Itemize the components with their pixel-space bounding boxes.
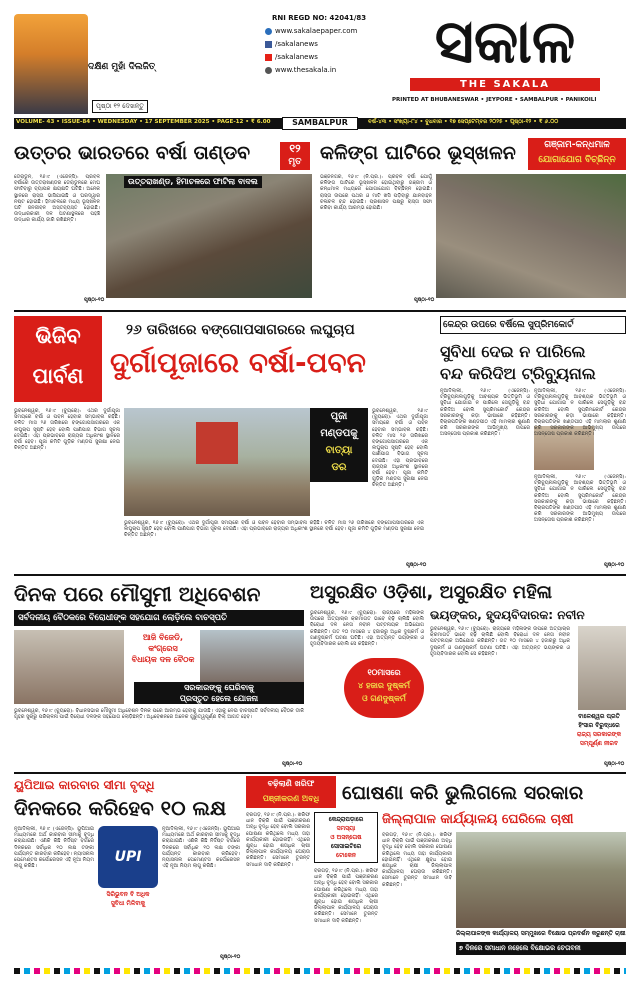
upi-box: [98, 890, 158, 908]
web-icon: [265, 67, 272, 74]
story-body: ନୂଆଦିଲ୍ଲୀ, ୧୬।୯ (ଏଜେନ୍ସି): ଟ୍ରିବ୍ୟୁନାଲଗୁଡ଼ିକୁ ଆବଶ୍ୟକ ଭିତ୍ତିଭୂମି ଓ ସୁବିଧା ଯୋଗାଇ ନ ପାରିଲେ ସେଗୁଡ଼ିକୁ ବନ୍ଦ କରିଦିଅ ବୋଲି ସୁପ୍ରିମକୋର୍ଟ କେନ୍ଦ୍ର ସରକାରଙ୍କୁ କଡ଼ା ଭାଷାରେ କହିଛନ୍ତି। ବିଚାରପତିଙ୍କ ଖଣ୍ଡପୀଠ ଏହି ମାମଲାର ଶୁଣାଣି କରି ସରକାରଙ୍କ ଆଭିମୁଖ୍ୟ ଉପରେ ଅସନ୍ତୋଷ ପ୍ରକାଶ କରିଛନ୍ତି।: [440, 388, 530, 438]
photo-caption: [572, 712, 626, 748]
youtube-icon: [265, 54, 272, 61]
region-tag: [528, 138, 626, 170]
headline: ଅସୁରକ୍ଷିତ ଓଡ଼ିଶା, ଅସୁରକ୍ଷିତ ମହିଳା: [310, 582, 553, 603]
edition: SAMBALPUR: [282, 117, 358, 130]
story-photo: [436, 174, 626, 298]
story-body-right: ବରଗଡ଼, ୧୬।୯ (ନି.ପ୍ର.): ଖରିଫ ଧାନ ବିକ୍ରି ପାଇଁ ପଞ୍ଜୀକରଣ ଅବଧି ବୃଦ୍ଧି ହେବ ବୋଲି ସରକାର ଘୋଷଣା କରିଥିଲେ ମଧ୍ୟ ତାହା କାର୍ଯ୍ୟକାରୀ ହୋଇନାହିଁ। ଏଥିରେ କ୍ଷୁବ୍ଧ ହୋଇ ଶତାଧିକ ଚାଷୀ ଜିଲ୍ଲାପାଳ କାର୍ଯ୍ୟାଳୟ ଘେରାଉ କରିଛନ୍ତି। ସେମାନେ ତୁରନ୍ତ ସମାଧାନ ଦାବି କରିଛନ୍ତି।: [382, 832, 452, 888]
tag-line2: ଯୋଗାଯୋଗ ବିଚ୍ଛିନ୍ନ: [538, 155, 616, 165]
link-youtube[interactable]: /sakalanews: [275, 53, 318, 61]
tag-box: [128, 632, 198, 665]
tag-line4: ପ୍ରସ୍ତୁତ ହେଲେ ଯୋଜନା: [134, 693, 304, 704]
footer-bar: ୭ ଦିନରେ ସମାଧାନ ନହେଲେ ବିକ୍ଷୋଭର ଚେତାବନୀ: [456, 942, 626, 955]
link-site[interactable]: www.thesakala.in: [275, 66, 337, 74]
festival-tag: [14, 316, 102, 402]
rni-regd: RNI REGD NO: 42041/83: [272, 14, 367, 22]
headline: ଘୋଷଣା କରି ଭୁଲିଗଲେ ସରକାର: [342, 782, 584, 804]
divider: [14, 310, 626, 312]
more-link[interactable]: ପୃଷ୍ଠା-୧୦: [84, 297, 105, 303]
kicker: କେନ୍ଦ୍ର ଉପରେ ବର୍ଷିଲେ ସୁପ୍ରିମକୋର୍ଟ: [440, 316, 626, 334]
headline: କଳିଙ୍ଗ ଘାଟିରେ ଭୂସ୍ଖଳନ: [320, 142, 516, 164]
story-body: ଭୁବନେଶ୍ୱର, ୧୬।୯ (ବ୍ୟୁରୋ): ବିଧାନସଭାର ମୌସୁମୀ ଅଧିବେଶନ ଦିନକ ପରେ ଆରମ୍ଭ ହେବାକୁ ଯାଉଛି। ଏହାକୁ ନେଇ ବାଚସ୍ପତି ସର୍ବଦଳୀୟ ବୈଠକ ଡାକି ଗୃହର ସୁଚାରୁ ପରିଚାଳନା ପାଇଁ ବିରୋଧୀ ଦଳଙ୍କ ସହଯୋଗ ଲୋଡ଼ିଛନ୍ତି। ଅଧିବେଶନରେ ଅନେକ ଗୁରୁତ୍ୱପୂର୍ଣ୍ଣ ବିଲ୍ ଆଗତ ହେବ।: [14, 708, 304, 721]
social-links: [265, 27, 375, 74]
link-facebook[interactable]: /sakalanews: [275, 40, 318, 48]
story-women-safety: [310, 578, 626, 768]
box-line2: ମଣ୍ଡପକୁ: [320, 428, 358, 439]
photo-caption: ଜିଲ୍ଲାପାଳଙ୍କ କାର୍ଯ୍ୟାଳୟ ସମ୍ମୁଖରେ ବିକ୍ଷୋଭ ପ୍ରଦର୍ଶନ କରୁଛନ୍ତି ଚାଷୀ: [456, 930, 626, 937]
fact-box: [314, 812, 378, 863]
more-link[interactable]: ପୃଷ୍ଠା-୧୦: [604, 761, 625, 767]
story-body-right2: ନୂଆଦିଲ୍ଲୀ, ୧୬।୯ (ଏଜେନ୍ସି): ଟ୍ରିବ୍ୟୁନାଲଗୁଡ଼ିକୁ ଆବଶ୍ୟକ ଭିତ୍ତିଭୂମି ଓ ସୁବିଧା ଯୋଗାଇ ନ ପାରିଲେ ସେଗୁଡ଼ିକୁ ବନ୍ଦ କରିଦିଅ ବୋଲି ସୁପ୍ରିମକୋର୍ଟ କେନ୍ଦ୍ର ସରକାରଙ୍କୁ କଡ଼ା ଭାଷାରେ କହିଛନ୍ତି। ବିଚାରପତିଙ୍କ ଖଣ୍ଡପୀଠ ଏହି ମାମଲାର ଶୁଣାଣି କରି ସରକାରଙ୍କ ଆଭିମୁଖ୍ୟ ଉପରେ ଅସନ୍ତୋଷ ପ୍ରକାଶ କରିଛନ୍ତି।: [534, 474, 626, 524]
story-body: ଭୁବନେଶ୍ୱର, ୧୬।୯ (ବ୍ୟୁରୋ): ରାଜ୍ୟରେ ମହିଳାଙ୍କ ଉପରେ ଅତ୍ୟାଚାର କ୍ରମାଗତ ଭାବେ ବଢ଼ି ଚାଲିଛି ବୋଲି ବିରୋଧୀ ଦଳ ନେତା ନବୀନ ପଟ୍ଟନାୟକ ଅଭିଯୋଗ କରିଛନ୍ତି। ଗତ ୧୦ ମାସରେ ୪ ହଜାରରୁ ଅଧିକ ଦୁଷ୍କର୍ମ ଓ ଗଣଦୁଷ୍କର୍ମ ଘଟଣା ଘଟିଛି। ଏହା ଅତ୍ୟନ୍ତ ଭୟଙ୍କର ଓ ହୃଦୟବିଦାରକ ବୋଲି ସେ କହିଛନ୍ତି।: [310, 610, 424, 648]
box-line1: କେନ୍ଦ୍ରାପଡ଼ାରେ: [328, 816, 364, 823]
dateline-or: ବର୍ଷ-୪୩ • ସଂଖ୍ୟା-୮୪ • ବୁଧବାର • ୧୭ ସେପ୍ଟେମ୍ବର ୨୦୨୫ • ପୃଷ୍ଠା-୧୨ • ₹ ୬.୦୦: [368, 119, 559, 125]
death-badge: [280, 142, 310, 170]
kicker: ୟୁପିଆଇ କାରବାର ସୀମା ବୃଦ୍ଧି: [14, 778, 155, 792]
globe-icon: [265, 28, 272, 35]
box-line2: ସମସ୍ୟା: [336, 825, 356, 832]
naveen-photo: [578, 626, 626, 710]
tag-line1: ବଢ଼ିଲାଣି ଖରିଫ: [267, 779, 315, 788]
divider: [14, 574, 626, 576]
caption-line4: ସମ୍ପୂର୍ଣ୍ଣ ନୀରବ: [579, 740, 619, 747]
story-landslide: [318, 134, 626, 306]
tag-line2: ପାର୍ବଣ: [32, 364, 84, 388]
registration-tag: [246, 776, 336, 808]
facebook-icon: [265, 41, 272, 48]
upi-graphic: [98, 826, 158, 888]
subhead: ଭୟଙ୍କର, ହୃଦୟବିଦାରକ: ନବୀନ: [430, 608, 585, 622]
promo-photo: [14, 14, 88, 114]
color-registration-strip: [14, 968, 626, 974]
link-website[interactable]: www.sakalaepaper.com: [275, 27, 358, 35]
headline: ଉତ୍ତର ଭାରତରେ ବର୍ଷା ତାଣ୍ଡବ: [14, 142, 251, 164]
box-line3: ବାତ୍ୟା: [325, 445, 353, 456]
box-line4: ସୋସାଇଟିରେ: [330, 843, 362, 850]
tag-line1: ଭିଜିବ: [35, 324, 81, 348]
story-upi-limit: [14, 776, 240, 962]
circle-line1: ୧୦ମାସରେ: [367, 668, 401, 677]
badge-word: ମୃତ: [288, 157, 302, 167]
story-monsoon-session: [14, 578, 304, 768]
story-body-right: ନୂଆଦିଲ୍ଲୀ, ୧୬।୯ (ଏଜେନ୍ସି): ୟୁପିଆଇ ମାଧ୍ୟମରେ ଅର୍ଥ କାରବାର ସୀମାକୁ ବୃଦ୍ଧି କରାଯାଇଛି। ଏଣିକି କିଛି ନିର୍ଦ୍ଦିଷ୍ଟ ବର୍ଗରେ ଦିନକରେ ସର୍ବାଧିକ ୧୦ ଲକ୍ଷ ଟଙ୍କା ପର୍ଯ୍ୟନ୍ତ କାରବାର କରିହେବ। ନ୍ୟାସନାଲ ପେମେଣ୍ଟସ କର୍ପୋରେସନ ଏହି ନୂଆ ନିୟମ ଲାଗୁ କରିଛି।: [162, 826, 240, 870]
story-body-mid: ବରଗଡ଼, ୧୬।୯ (ନି.ପ୍ର.): ଖରିଫ ଧାନ ବିକ୍ରି ପାଇଁ ପଞ୍ଜୀକରଣ ଅବଧି ବୃଦ୍ଧି ହେବ ବୋଲି ସରକାର ଘୋଷଣା କରିଥିଲେ ମଧ୍ୟ ତାହା କାର୍ଯ୍ୟକାରୀ ହୋଇନାହିଁ। ଏଥିରେ କ୍ଷୁବ୍ଧ ହୋଇ ଶତାଧିକ ଚାଷୀ ଜିଲ୍ଲାପାଳ କାର୍ଯ୍ୟାଳୟ ଘେରାଉ କରିଛନ୍ତି। ସେମାନେ ତୁରନ୍ତ ସମାଧାନ ଦାବି କରିଛନ୍ତି।: [314, 868, 378, 924]
box-line3: ଓ ଅସନ୍ତୋଷ: [330, 834, 362, 841]
headline: ଦିନକ ପରେ ମୌସୁମୀ ଅଧିବେଶନ: [14, 582, 261, 606]
more-link[interactable]: ପୃଷ୍ଠା-୧୦: [604, 562, 625, 568]
story-body: ନୂଆଦିଲ୍ଲୀ, ୧୬।୯ (ଏଜେନ୍ସି): ୟୁପିଆଇ ମାଧ୍ୟମରେ ଅର୍ଥ କାରବାର ସୀମାକୁ ବୃଦ୍ଧି କରାଯାଇଛି। ଏଣିକି କିଛି ନିର୍ଦ୍ଦିଷ୍ଟ ବର୍ଗରେ ଦିନକରେ ସର୍ବାଧିକ ୧୦ ଲକ୍ଷ ଟଙ୍କା ପର୍ଯ୍ୟନ୍ତ କାରବାର କରିହେବ। ନ୍ୟାସନାଲ ପେମେଣ୍ଟସ କର୍ପୋରେସନ ଏହି ନୂଆ ନିୟମ ଲାଗୁ କରିଛି।: [14, 826, 94, 870]
subhead: ଜିଲ୍ଲାପାଳ କାର୍ଯ୍ୟାଳୟ ଘେରିଲେ ଚାଷୀ: [382, 812, 574, 827]
logo-english: THE SAKALA: [410, 78, 600, 91]
dateline-bar: [14, 118, 626, 129]
tag-line2: ବିଧାୟକ ଦଳ ବୈଠକ: [131, 655, 195, 664]
dateline-en: VOLUME- 43 • ISSUE-84 • WEDNESDAY • 17 SEPTEMBER 2025 • PAGE-12 • ₹ 6.00: [16, 119, 271, 125]
more-link[interactable]: ପୃଷ୍ଠା-୧୦: [406, 562, 427, 568]
caption-line3: ରାଜ୍ୟ ସରକାରଙ୍କ: [576, 731, 622, 738]
tag-line3: ସରକାରଙ୍କୁ ଘେରିବାକୁ: [134, 682, 304, 693]
story-photo: [106, 174, 312, 298]
circle-line3: ଓ ଗଣଦୁଷ୍କର୍ମ: [362, 694, 406, 703]
story-body-right: ଭୁବନେଶ୍ୱର, ୧୬।୯ (ବ୍ୟୁରୋ): ରାଜ୍ୟରେ ମହିଳାଙ୍କ ଉପରେ ଅତ୍ୟାଚାର କ୍ରମାଗତ ଭାବେ ବଢ଼ି ଚାଲିଛି ବୋଲି ବିରୋଧୀ ଦଳ ନେତା ନବୀନ ପଟ୍ଟନାୟକ ଅଭିଯୋଗ କରିଛନ୍ତି। ଗତ ୧୦ ମାସରେ ୪ ହଜାରରୁ ଅଧିକ ଦୁଷ୍କର୍ମ ଓ ଗଣଦୁଷ୍କର୍ମ ଘଟଣା ଘଟିଛି। ଏହା ଅତ୍ୟନ୍ତ ଭୟଙ୍କର ଓ ହୃଦୟବିଦାରକ ବୋଲି ସେ କହିଛନ୍ତି।: [430, 626, 570, 657]
tag-line2: ପଞ୍ଜୀକରଣ ଅବଧି: [262, 794, 320, 803]
box-line1: ପୂଜା: [330, 411, 348, 422]
farmer-photo: [456, 832, 626, 928]
stat-circle: [344, 658, 424, 718]
story-body-side: ଭୁବନେଶ୍ୱର, ୧୬।୯ (ବ୍ୟୁରୋ): ଏଥର ଦୁର୍ଗାପୂଜା ସମୟରେ ବର୍ଷା ଓ ପବନ ହେବାର ସମ୍ଭାବନା ରହିଛି। ଚଳିତ ମାସ ୨୬ ତାରିଖରେ ବଙ୍ଗୋପସାଗରରେ ଏକ ଲଘୁଚାପ ସୃଷ୍ଟି ହେବ ବୋଲି ପାଣିପାଗ ବିଭାଗ ସୂଚନା ଦେଇଛି। ଏହା ପ୍ରଭାବରେ ରାଜ୍ୟର ଅଧିକାଂଶ ସ୍ଥାନରେ ବର୍ଷା ହେବ। ପୂଜା କମିଟି ଗୁଡ଼ିକ ମଣ୍ଡପ ସୁରକ୍ଷା ନେଇ ଚିନ୍ତିତ ଅଛନ୍ତି।: [372, 408, 428, 489]
story-body: ବରଗଡ଼, ୧୬।୯ (ନି.ପ୍ର.): ଖରିଫ ଧାନ ବିକ୍ରି ପାଇଁ ପଞ୍ଜୀକରଣ ଅବଧି ବୃଦ୍ଧି ହେବ ବୋଲି ସରକାର ଘୋଷଣା କରିଥିଲେ ମଧ୍ୟ ତାହା କାର୍ଯ୍ୟକାରୀ ହୋଇନାହିଁ। ଏଥିରେ କ୍ଷୁବ୍ଧ ହୋଇ ଶତାଧିକ ଚାଷୀ ଜିଲ୍ଲାପାଳ କାର୍ଯ୍ୟାଳୟ ଘେରାଉ କରିଛନ୍ତି। ସେମାନେ ତୁରନ୍ତ ସମାଧାନ ଦାବି କରିଛନ୍ତି।: [246, 812, 310, 868]
headline-line2: ବନ୍ଦ କରିଦିଅ ଟ୍ରିବ୍ୟୁନାଲ: [440, 364, 596, 383]
upi-logo: UPI: [114, 849, 142, 865]
masthead: [0, 0, 640, 118]
puja-box: [310, 408, 368, 482]
story-farmers-protest: [246, 776, 626, 962]
more-link[interactable]: ପୃଷ୍ଠା-୧୦: [282, 761, 303, 767]
box-line2: ସୁବିଧା ମିଳିବାକୁ: [110, 900, 146, 907]
story-body-right: ନୂଆଦିଲ୍ଲୀ, ୧୬।୯ (ଏଜେନ୍ସି): ଟ୍ରିବ୍ୟୁନାଲଗୁଡ଼ିକୁ ଆବଶ୍ୟକ ଭିତ୍ତିଭୂମି ଓ ସୁବିଧା ଯୋଗାଇ ନ ପାରିଲେ ସେଗୁଡ଼ିକୁ ବନ୍ଦ କରିଦିଅ ବୋଲି ସୁପ୍ରିମକୋର୍ଟ କେନ୍ଦ୍ର ସରକାରଙ୍କୁ କଡ଼ା ଭାଷାରେ କହିଛନ୍ତି। ବିଚାରପତିଙ୍କ ଖଣ୍ଡପୀଠ ଏହି ମାମଲାର ଶୁଣାଣି କରି ସରକାରଙ୍କ ଆଭିମୁଖ୍ୟ ଉପରେ ଅସନ୍ତୋଷ ପ୍ରକାଶ କରିଛନ୍ତି।: [534, 388, 626, 438]
kicker: ୨୬ ତାରିଖରେ ବଙ୍ଗୋପସାଗରରେ ଲଘୁଚାପ: [126, 322, 355, 338]
tag-box-2: [134, 682, 304, 704]
promo-page: ପୃଷ୍ଠା ୧୨ ଦେଖନ୍ତୁ: [92, 100, 148, 113]
story-photo: [14, 630, 124, 704]
headline: ଦିନକରେ କରିହେବ ୧୦ ଲକ୍ଷ: [14, 796, 227, 820]
box-line1: ସିରିଭୁବନ ବି ଅଧିକ: [106, 891, 150, 898]
more-link[interactable]: ପୃଷ୍ଠା-୧୦: [414, 297, 435, 303]
story-body: ଡେରାଡୁନ, ୧୬।୯ (ଏଜେନ୍ସି): ପ୍ରବଳ ବର୍ଷାରେ ଉତ୍ତରାଖଣ୍ଡର ଡେରାଡୁନରେ ମେଘ ଫାଟିବାରୁ ବ୍ୟାପକ କ୍ଷୟକ୍ଷତି ଘଟିଛି। ଅନେକ ସ୍ଥାନରେ ରାସ୍ତା ଭାସିଯାଇଛି ଓ ଘରଦ୍ୱାର ନଷ୍ଟ ହୋଇଛି। ହିମାଚଳରେ ମଧ୍ୟ ଭୂସ୍ଖଳନ ଘଟି ଜନଜୀବନ ଅସ୍ତବ୍ୟସ୍ତ ହୋଇଛି। ଉଦ୍ଧାରକାରୀ ଦଳ ଘଟଣାସ୍ଥଳରେ ପହଞ୍ଚି ଉଦ୍ଧାର କାର୍ଯ୍ୟ ଜାରି ରଖିଛନ୍ତି।: [14, 174, 100, 224]
promo-text: ଦକ୍ଷିଣ ମୁହାଁ ଦିଲଜିତ୍: [88, 62, 156, 72]
story-photo-2: [200, 630, 304, 682]
logo: ସକାଳ: [434, 7, 576, 77]
box-line5: ଟୋକେନ: [335, 852, 357, 859]
caption-line1: ବାଳେଶ୍ୱର ପ୍ରତି: [578, 713, 620, 720]
subhead: ସର୍ବଦଳୀୟ ବୈଠକରେ ବିରୋଧୀଙ୍କ ସହଯୋଗ ଲୋଡ଼ିଲେ ବାଚସ୍ପତି: [14, 610, 304, 626]
story-supreme-court: [440, 316, 626, 570]
badge-number: ୧୨: [289, 142, 301, 155]
story-body: ଭଞ୍ଜନଗର, ୧୬।୯ (ନି.ପ୍ର.): ପ୍ରବଳ ବର୍ଷା ଯୋଗୁଁ କଳିଙ୍ଗ ଘାଟିରେ ଭୂସ୍ଖଳନ ହୋଇଥିବାରୁ ଗଞ୍ଜାମ ଓ କନ୍ଧମାଳ ମଧ୍ୟରେ ଯୋଗାଯୋଗ ବିଚ୍ଛିନ୍ନ ହୋଇଛି। ରାସ୍ତା ଉପରେ ପଥର ଓ ମାଟି ଖସି ପଡ଼ିବାରୁ ଯାନବାହନ ଚଳାଚଳ ବନ୍ଦ ହୋଇଛି। ପ୍ରଶାସନ ପକ୍ଷରୁ ରାସ୍ତା ସଫା କରିବା କାର୍ଯ୍ୟ ଆରମ୍ଭ ହୋଇଛି।: [320, 174, 432, 212]
circle-line2: ୪ ହଜାର ଦୁଷ୍କର୍ମ: [357, 681, 411, 690]
story-north-india-rain: [14, 134, 314, 306]
tag-line1: ଆଜି ବିଜେଡି, କଂଗ୍ରେସ: [142, 633, 184, 653]
box-line4: ଡର: [331, 462, 347, 473]
printed-at: PRINTED AT BHUBANESWAR • JEYPORE • SAMBALPUR • PANIKOILI: [392, 97, 597, 103]
more-link[interactable]: ପୃଷ୍ଠା-୧୦: [220, 954, 241, 960]
story-durga-puja-rain: [14, 316, 430, 570]
tag-line1: ଗଞ୍ଜାମ-କନ୍ଧମାଳ: [544, 140, 610, 150]
story-body-cont: ଭୁବନେଶ୍ୱର, ୧୬।୯ (ବ୍ୟୁରୋ): ଏଥର ଦୁର୍ଗାପୂଜା ସମୟରେ ବର୍ଷା ଓ ପବନ ହେବାର ସମ୍ଭାବନା ରହିଛି। ଚଳିତ ମାସ ୨୬ ତାରିଖରେ ବଙ୍ଗୋପସାଗରରେ ଏକ ଲଘୁଚାପ ସୃଷ୍ଟି ହେବ ବୋଲି ପାଣିପାଗ ବିଭାଗ ସୂଚନା ଦେଇଛି। ଏହା ପ୍ରଭାବରେ ରାଜ୍ୟର ଅଧିକାଂଶ ସ୍ଥାନରେ ବର୍ଷା ହେବ। ପୂଜା କମିଟି ଗୁଡ଼ିକ ମଣ୍ଡପ ସୁରକ୍ଷା ନେଇ ଚିନ୍ତିତ ଅଛନ୍ତି।: [124, 520, 424, 539]
headline: ଦୁର୍ଗାପୂଜାରେ ବର୍ଷା-ପବନ: [110, 346, 366, 379]
story-body: ଭୁବନେଶ୍ୱର, ୧୬।୯ (ବ୍ୟୁରୋ): ଏଥର ଦୁର୍ଗାପୂଜା ସମୟରେ ବର୍ଷା ଓ ପବନ ହେବାର ସମ୍ଭାବନା ରହିଛି। ଚଳିତ ମାସ ୨୬ ତାରିଖରେ ବଙ୍ଗୋପସାଗରରେ ଏକ ଲଘୁଚାପ ସୃଷ୍ଟି ହେବ ବୋଲି ପାଣିପାଗ ବିଭାଗ ସୂଚନା ଦେଇଛି। ଏହା ପ୍ରଭାବରେ ରାଜ୍ୟର ଅଧିକାଂଶ ସ୍ଥାନରେ ବର୍ଷା ହେବ। ପୂଜା କମିଟି ଗୁଡ଼ିକ ମଣ୍ଡପ ସୁରକ୍ଷା ନେଇ ଚିନ୍ତିତ ଅଛନ୍ତି।: [14, 408, 120, 452]
caption-line2: ହିଂସାର ବିରୁଦ୍ଧରେ: [578, 722, 620, 729]
photo-caption: ଉତ୍ତରାଖଣ୍ଡ, ହିମାଚଳରେ ଫାଟିଲା ବାଦଲ: [124, 176, 262, 188]
headline-line1: ସୁବିଧା ଦେଇ ନ ପାରିଲେ: [440, 342, 586, 361]
divider: [14, 772, 626, 774]
pandal-shape: [196, 422, 238, 464]
story-photo: [124, 408, 310, 516]
